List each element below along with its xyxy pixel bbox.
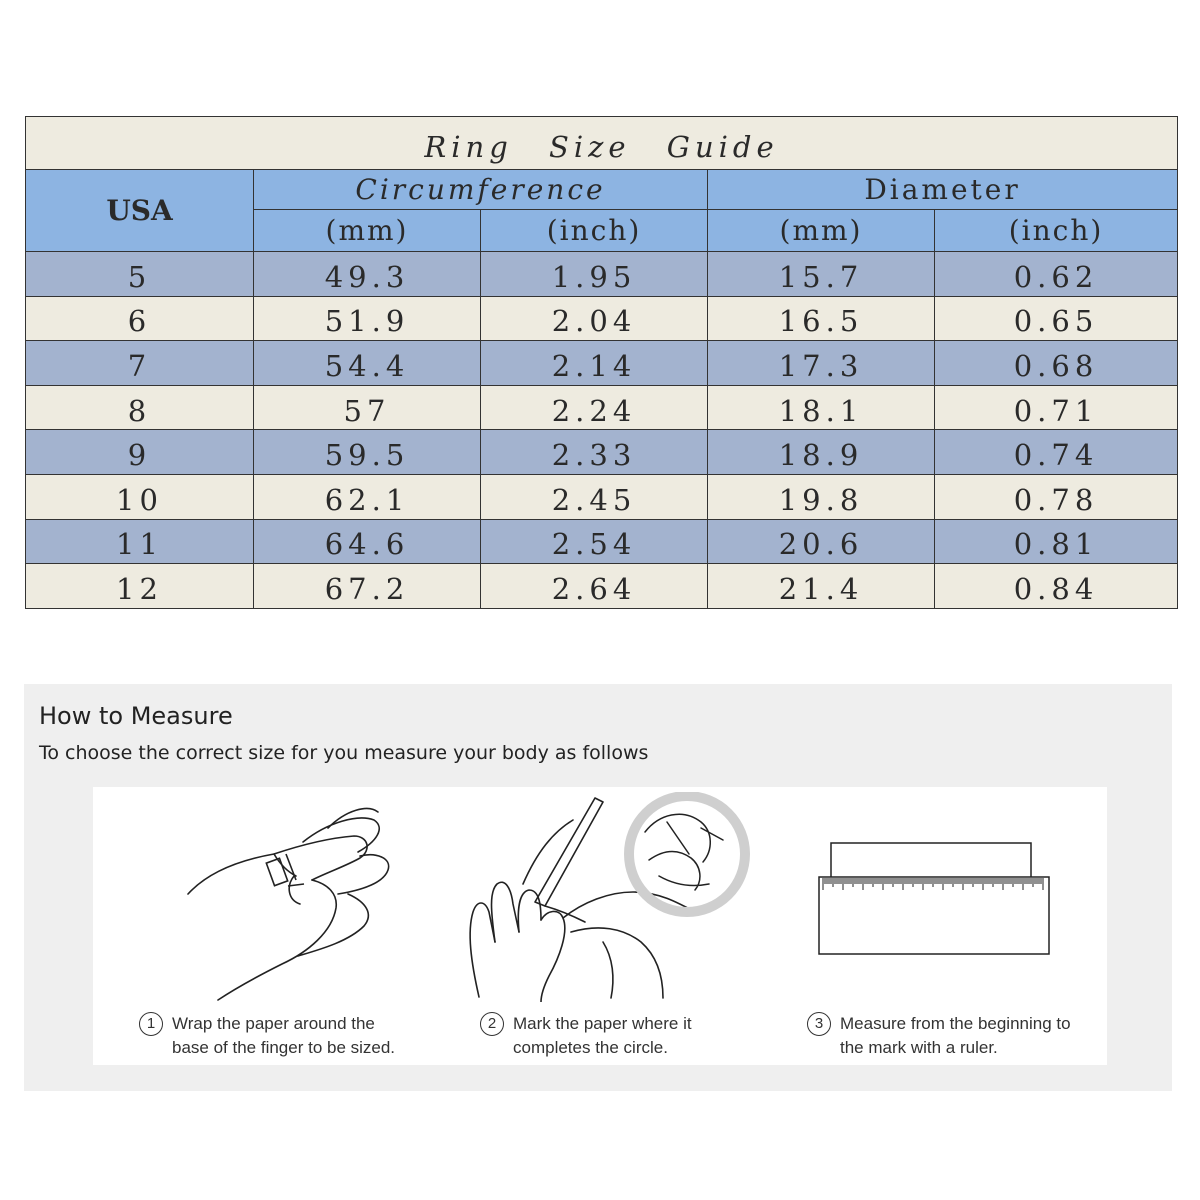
table-row [26,341,1178,386]
dia-mm-cell: 20.6 [708,519,935,564]
dia-mm-cell: 18.1 [708,385,935,430]
dia-mm-cell: 21.4 [708,564,935,609]
ruler-icon [813,837,1053,962]
usa-size-cell: 12 [26,564,254,609]
circ-mm-cell: 59.5 [254,430,481,475]
step-number: 3 [807,1012,831,1036]
dia-inch-cell: 0.71 [935,385,1178,430]
step-number: 1 [139,1012,163,1036]
usa-size-cell: 9 [26,430,254,475]
dia-mm-cell: 15.7 [708,251,935,296]
usa-size-cell: 10 [26,475,254,520]
how-to-measure-panel [24,684,1172,1091]
measure-subtitle: To choose the correct size for you measure your body as follows [39,742,649,764]
step-text: Wrap the paper around the base of the finger to be sized. [172,1014,396,1057]
table-row [26,385,1178,430]
circ-mm-cell: 51.9 [254,296,481,341]
unit-header-dia-mm: (mm) [708,210,935,252]
circ-inch-cell: 2.45 [481,475,708,520]
dia-mm-cell: 19.8 [708,475,935,520]
measure-steps [93,787,1107,1065]
dia-inch-cell: 0.81 [935,519,1178,564]
step-text: Measure from the beginning to the mark with a ruler. [840,1014,1071,1057]
usa-size-cell: 5 [26,251,254,296]
circ-mm-cell: 57 [254,385,481,430]
circ-inch-cell: 2.54 [481,519,708,564]
step-3 [807,1012,1100,1060]
measure-title: How to Measure [39,702,233,730]
circ-inch-cell: 2.14 [481,341,708,386]
dia-inch-cell: 0.74 [935,430,1178,475]
circ-inch-cell: 2.64 [481,564,708,609]
dia-inch-cell: 0.65 [935,296,1178,341]
step-text: Mark the paper where it completes the circle. [513,1014,692,1057]
circ-inch-cell: 2.24 [481,385,708,430]
dia-mm-cell: 18.9 [708,430,935,475]
usa-size-cell: 6 [26,296,254,341]
circ-mm-cell: 67.2 [254,564,481,609]
diameter-header: Diameter [708,169,1178,210]
table-row [26,296,1178,341]
circ-mm-cell: 64.6 [254,519,481,564]
table-row [26,430,1178,475]
circ-inch-cell: 2.33 [481,430,708,475]
step-1 [139,1012,432,1060]
circ-mm-cell: 62.1 [254,475,481,520]
hand-wrap-paper-icon [178,802,408,1002]
usa-size-cell: 11 [26,519,254,564]
unit-header-dia-inch: (inch) [935,210,1178,252]
dia-mm-cell: 16.5 [708,296,935,341]
table-row [26,475,1178,520]
step-2 [480,1012,773,1060]
table-row [26,564,1178,609]
ring-size-table [25,116,1178,609]
table-row [26,251,1178,296]
dia-inch-cell: 0.84 [935,564,1178,609]
usa-size-cell: 7 [26,341,254,386]
usa-size-cell: 8 [26,385,254,430]
dia-inch-cell: 0.78 [935,475,1178,520]
circ-mm-cell: 49.3 [254,251,481,296]
pen-mark-paper-icon [463,792,753,1002]
dia-mm-cell: 17.3 [708,341,935,386]
table-title: Ring Size Guide [26,117,1178,170]
usa-header: USA [26,169,254,251]
circ-inch-cell: 1.95 [481,251,708,296]
circ-inch-cell: 2.04 [481,296,708,341]
unit-header-circ-mm: (mm) [254,210,481,252]
table-row [26,519,1178,564]
unit-header-circ-inch: (inch) [481,210,708,252]
dia-inch-cell: 0.62 [935,251,1178,296]
circ-mm-cell: 54.4 [254,341,481,386]
dia-inch-cell: 0.68 [935,341,1178,386]
circumference-header: Circumference [254,169,708,210]
step-number: 2 [480,1012,504,1036]
